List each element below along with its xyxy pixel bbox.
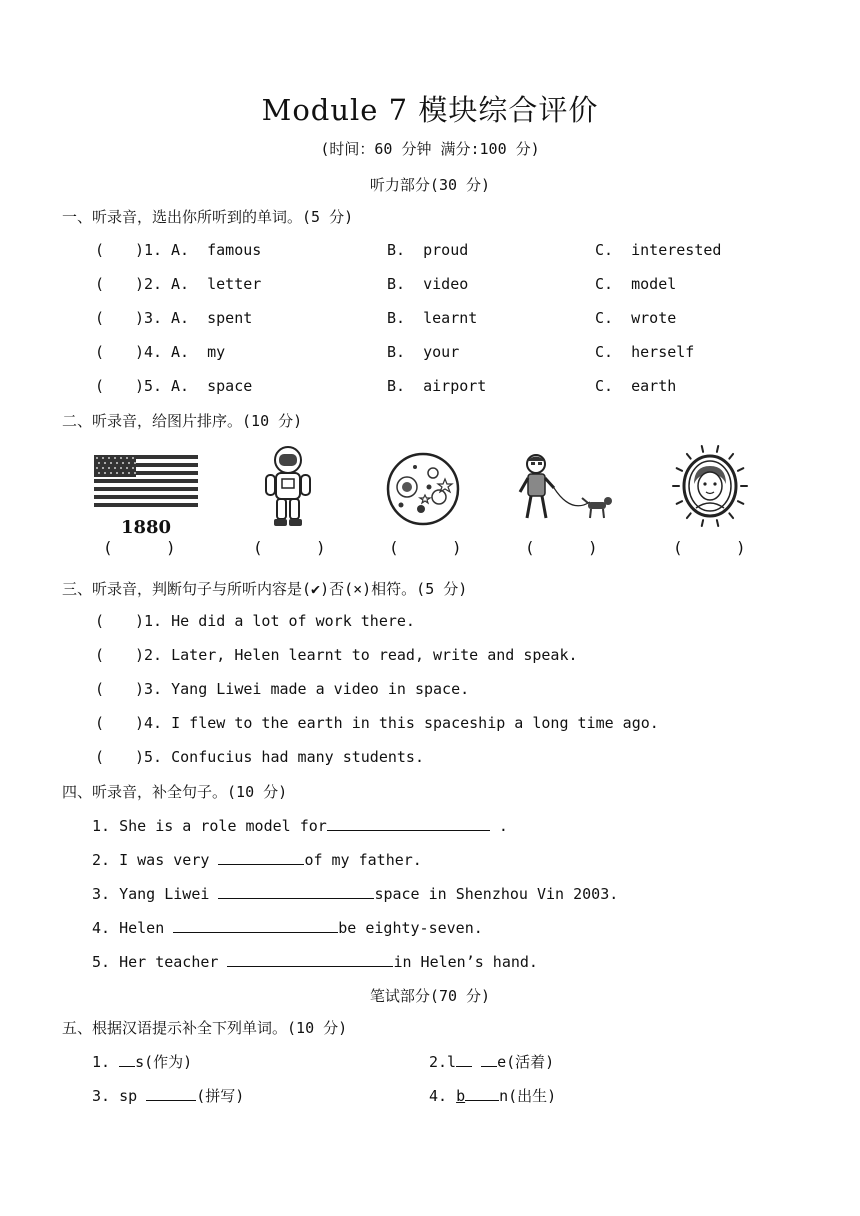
answer-paren-open: (: [95, 612, 105, 630]
option-c[interactable]: C. model: [595, 275, 677, 293]
picture-order-paren-close[interactable]: ): [588, 538, 598, 557]
sentence-start: 4. Helen: [92, 919, 174, 937]
letter-blank[interactable]: [481, 1051, 497, 1067]
answer-paren-open: (: [95, 343, 105, 361]
sentence-start: 5. Her teacher: [92, 953, 228, 971]
section5-heading: 五、根据汉语提示补全下列单词。(10 分): [62, 1019, 348, 1037]
picture-order-paren-open[interactable]: (: [253, 538, 263, 557]
chinese-hint: e(活着): [497, 1053, 555, 1071]
option-a[interactable]: A. letter: [171, 275, 262, 293]
option-c[interactable]: C. wrote: [595, 309, 677, 327]
moon-icon: [385, 451, 461, 527]
chinese-hint: s(作为): [135, 1053, 193, 1071]
statement-text: )2. Later, Helen learnt to read, write and speak.: [135, 646, 578, 664]
answer-paren-open: (: [95, 714, 105, 732]
question-number: )5.: [135, 377, 163, 395]
portrait-icon: [670, 444, 750, 528]
option-a[interactable]: A. space: [171, 377, 253, 395]
answer-paren-open: (: [95, 241, 105, 259]
picture-order-paren-close[interactable]: ): [316, 538, 326, 557]
item-prefix: 2.l: [429, 1053, 457, 1071]
section3-heading: 三、听录音，判断句子与所听内容是(✔)否(×)相符。(5 分): [62, 580, 468, 598]
section4-heading: 四、听录音，补全句子。(10 分): [62, 783, 288, 801]
given-letter: b: [456, 1087, 466, 1105]
word-completion-item: [92, 1085, 244, 1106]
answer-paren-open: (: [95, 748, 105, 766]
option-c[interactable]: C. earth: [595, 377, 677, 395]
answer-paren-open: (: [95, 309, 105, 327]
word-completion-item: [429, 1051, 554, 1072]
option-c[interactable]: C. herself: [595, 343, 695, 361]
picture-order-paren-close[interactable]: ): [452, 538, 462, 557]
option-b[interactable]: B. learnt: [387, 309, 478, 327]
question-number: )3.: [135, 309, 163, 327]
astronaut-icon: [262, 444, 314, 528]
answer-blank[interactable]: [227, 951, 393, 967]
picture-order-paren-close[interactable]: ): [736, 538, 746, 557]
man-walking-dog-icon: [516, 452, 616, 526]
chinese-hint: (拼写): [196, 1087, 245, 1105]
item-prefix: 3. sp: [92, 1087, 147, 1105]
section2-heading: 二、听录音，给图片排序。(10 分): [62, 412, 303, 430]
sentence-end: of my father.: [304, 851, 422, 869]
statement-text: )4. I flew to the earth in this spaceship a long time ago.: [135, 714, 659, 732]
answer-paren-open: (: [95, 646, 105, 664]
sentence-start: 1. She is a role model for: [92, 817, 327, 835]
fill-in-sentence: [92, 815, 508, 835]
listening-section-header: 听力部分(30 分): [369, 176, 491, 194]
sentence-end: .: [489, 817, 508, 835]
option-c[interactable]: C. interested: [595, 241, 722, 259]
sentence-end: in Helen’s hand.: [393, 953, 538, 971]
statement-text: )3. Yang Liwei made a video in space.: [135, 680, 470, 698]
section1-heading: 一、听录音，选出你所听到的单词。(5 分): [62, 208, 354, 226]
answer-blank[interactable]: [218, 849, 304, 865]
letter-blank[interactable]: [146, 1085, 196, 1101]
letter-blank[interactable]: [465, 1085, 499, 1101]
sentence-start: 2. I was very: [92, 851, 219, 869]
picture-order-paren-open[interactable]: (: [673, 538, 683, 557]
option-a[interactable]: A. famous: [171, 241, 262, 259]
fill-in-sentence: [92, 883, 618, 903]
option-a[interactable]: A. spent: [171, 309, 253, 327]
page-title: Module 7 模块综合评价: [261, 93, 599, 127]
answer-paren-open: (: [95, 377, 105, 395]
picture-order-paren-open[interactable]: (: [103, 538, 113, 557]
option-b[interactable]: B. your: [387, 343, 460, 361]
statement-text: )5. Confucius had many students.: [135, 748, 424, 766]
question-number: )2.: [135, 275, 163, 293]
answer-blank[interactable]: [173, 917, 338, 933]
letter-blank[interactable]: [456, 1051, 472, 1067]
answer-blank[interactable]: [218, 883, 374, 899]
flag-year: 1880: [120, 517, 172, 538]
fill-in-sentence: [92, 951, 538, 971]
chinese-hint: n(出生): [499, 1087, 557, 1105]
sentence-end: be eighty-seven.: [338, 919, 483, 937]
statement-text: )1. He did a lot of work there.: [135, 612, 415, 630]
picture-order-paren-open[interactable]: (: [525, 538, 535, 557]
fill-in-sentence: [92, 917, 483, 937]
question-number: )1.: [135, 241, 163, 259]
fill-in-sentence: [92, 849, 422, 869]
word-completion-item: [429, 1085, 556, 1106]
sentence-end: space in Shenzhou Vin 2003.: [374, 885, 619, 903]
answer-paren-open: (: [95, 275, 105, 293]
word-completion-item: [92, 1051, 192, 1072]
item-prefix: 4.: [429, 1087, 457, 1105]
exam-info: (时间：60 分钟 满分:100 分): [320, 140, 540, 158]
picture-order-paren-open[interactable]: (: [389, 538, 399, 557]
option-b[interactable]: B. video: [387, 275, 469, 293]
item-prefix: 1.: [92, 1053, 120, 1071]
letter-blank[interactable]: [119, 1051, 135, 1067]
answer-paren-open: (: [95, 680, 105, 698]
answer-blank[interactable]: [327, 815, 490, 831]
question-number: )4.: [135, 343, 163, 361]
sentence-start: 3. Yang Liwei: [92, 885, 219, 903]
picture-order-paren-close[interactable]: ): [166, 538, 176, 557]
option-a[interactable]: A. my: [171, 343, 226, 361]
option-b[interactable]: B. airport: [387, 377, 487, 395]
flag-icon: [94, 455, 198, 539]
writing-section-header: 笔试部分(70 分): [369, 987, 491, 1005]
option-b[interactable]: B. proud: [387, 241, 469, 259]
